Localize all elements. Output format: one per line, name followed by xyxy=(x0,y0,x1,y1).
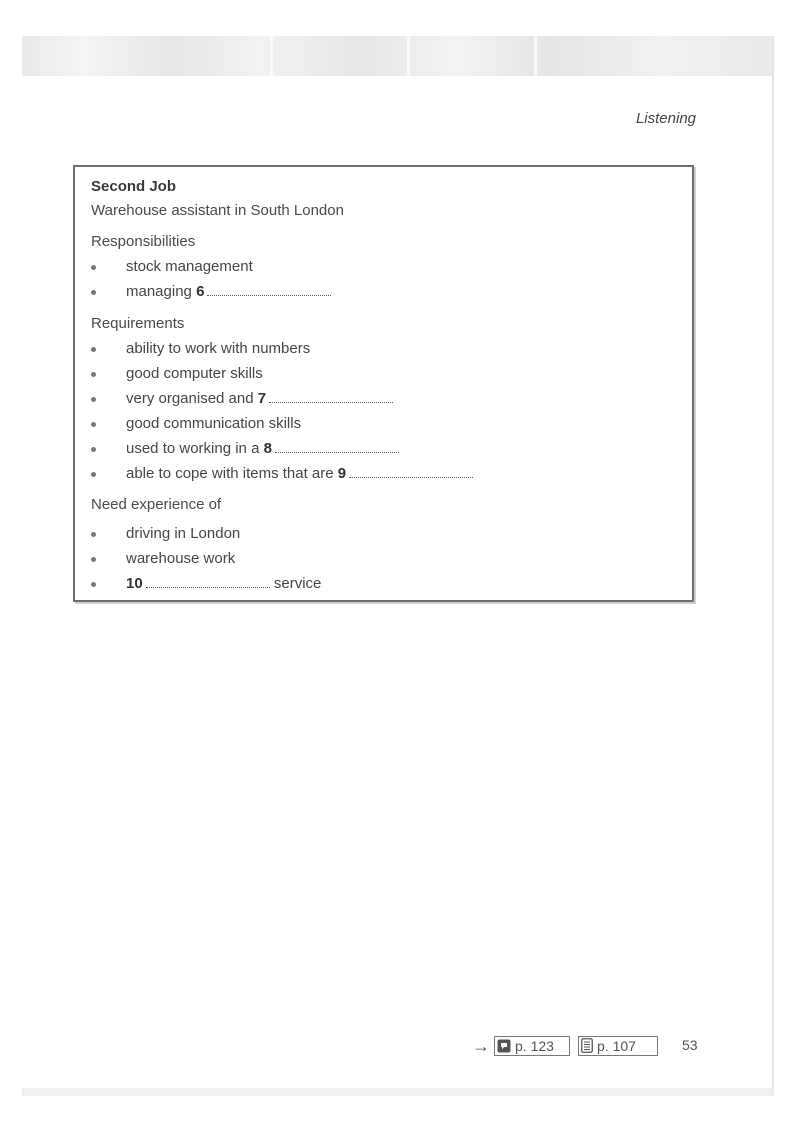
reference-speaking-page[interactable] xyxy=(494,1036,570,1056)
bullet-icon xyxy=(91,265,96,270)
bullet-icon xyxy=(91,290,96,295)
bullet-icon xyxy=(91,347,96,352)
question-number: 6 xyxy=(196,283,205,300)
item-text: very organised and xyxy=(126,390,254,407)
answer-blank[interactable] xyxy=(275,451,399,453)
group-heading-experience: Need experience of xyxy=(91,496,222,513)
question-number: 9 xyxy=(337,465,347,482)
item-suffix: service xyxy=(273,575,322,592)
scan-edge-right xyxy=(772,36,774,1096)
reference-notes-page[interactable] xyxy=(578,1036,658,1056)
answer-blank[interactable] xyxy=(207,294,331,296)
scan-shading-bottom xyxy=(22,1088,774,1096)
job-heading: Second Job xyxy=(91,178,177,195)
question-number: 7 xyxy=(257,390,267,407)
bullet-icon xyxy=(91,557,96,562)
bullet-icon xyxy=(91,532,96,537)
notes-box xyxy=(73,165,694,602)
scan-gap xyxy=(534,36,537,76)
speech-card-icon xyxy=(497,1039,511,1056)
bullet-icon xyxy=(91,472,96,477)
reference-label: p. 123 xyxy=(515,1038,554,1054)
bullet-icon xyxy=(91,447,96,452)
item-text: ability to work with numbers xyxy=(126,340,311,357)
notes-book-icon xyxy=(581,1038,593,1056)
item-text: good communication skills xyxy=(126,415,302,432)
item-text: good computer skills xyxy=(126,365,263,382)
scan-shading-top xyxy=(22,36,774,76)
arrow-right-icon: → xyxy=(472,1036,490,1056)
scan-gap xyxy=(270,36,273,76)
item-text: used to working in a xyxy=(126,440,260,457)
item-text: warehouse work xyxy=(126,550,236,567)
bullet-icon xyxy=(91,422,96,427)
reference-label: p. 107 xyxy=(597,1038,636,1054)
answer-blank[interactable] xyxy=(269,401,393,403)
question-number: 8 xyxy=(263,440,272,457)
job-subheading: Warehouse assistant in South London xyxy=(91,202,344,219)
page-number: 53 xyxy=(682,1037,698,1053)
answer-blank[interactable] xyxy=(146,586,270,588)
group-heading-responsibilities: Responsibilities xyxy=(91,233,196,250)
item-text: stock management xyxy=(126,258,253,275)
section-title: Listening xyxy=(635,110,696,127)
group-heading-requirements: Requirements xyxy=(91,315,185,332)
item-text: managing xyxy=(126,283,192,300)
bullet-icon xyxy=(91,397,96,402)
bullet-icon xyxy=(91,372,96,377)
item-text: able to cope with items that are xyxy=(126,465,334,482)
scan-gap xyxy=(407,36,410,76)
question-number: 10 xyxy=(126,575,143,592)
answer-blank[interactable] xyxy=(349,476,473,478)
bullet-icon xyxy=(91,582,96,587)
item-text: driving in London xyxy=(126,525,241,542)
